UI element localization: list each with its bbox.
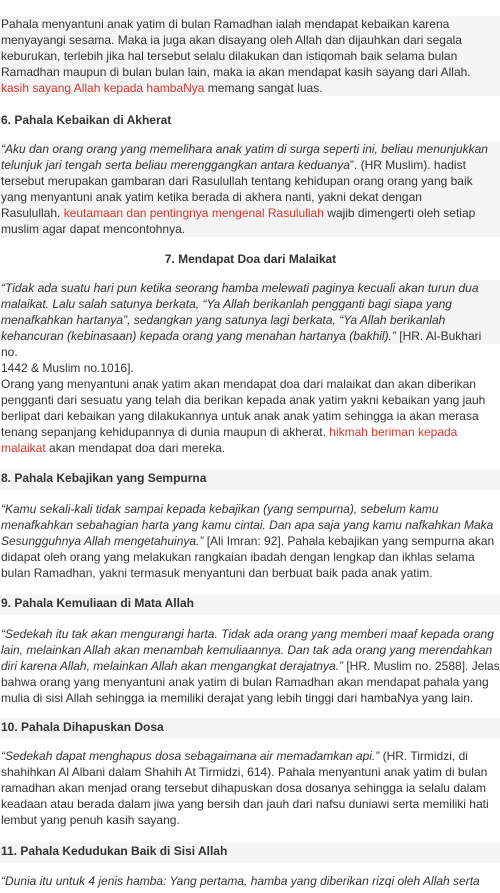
rasulullah-link[interactable]: keutamaan dan pentingnya mengenal Rasulullah [63,206,324,220]
section-8-body [0,501,500,581]
section-10-body [0,748,500,828]
intro-tail: memang sangat luas. [204,81,323,95]
section-6-body [0,141,500,237]
section-10-text: (HR. Tirmidzi, di shahihkan Al Albani dalam Shahih At Tirmidzi, 614). Pahala menyantuni anak yatim di bulan ramadhan akan menjad orang tersebut dihapuskan dosa dosanya sehingga ia selalu dalam keadaan atau berada dalam jiwa yang bersih dan jauh dari nafsu duniawi serta memiliki hati lembut yang penuh kasih sayang. [1,749,489,827]
section-10-heading: 10. Pahala Dihapuskan Dosa [0,718,500,739]
section-7-body [0,376,500,456]
section-7-ref-line: 1442 & Muslim no.1016]. [1,361,134,375]
section-6-text: ”. (HR Muslim). hadist tersebut merupakan gambaran dari Rasulullah tentang kehidupan orang orang yang baik yang menyantuni anak yatim ketika berada di akhera nanti, yakni dekat dengan [1,158,473,204]
intro-paragraph [0,16,500,96]
section-7-quote-block [0,280,500,359]
section-7-text: Orang yang menyantuni anak yatim akan mendapat doa dari malaikat dan akan diberikan pengganti dari sesuatu yang telah dia berikan kepada anak yatim yakni kebaikan yang jauh berlipat dari kebaikan yang dilakukannya untuk anak anak yatim sehingga ia akan merasa tenang sepanjang kehidupannya di dunia maupun di akherat. [1,377,486,439]
section-11-quote: “Dunia itu untuk 4 jenis hamba: Yang pertama, hamba yang diberikan rizqi oleh Allah serta [1,874,480,888]
section-7-tail: akan mendapat doa dari mereka. [45,441,226,455]
section-8-heading: 8. Pahala Kebajikan yang Sempurna [0,469,500,490]
section-7-quote: “Tidak ada suatu hari pun ketika seorang hamba melewati paginya kecuali akan turun dua malaikat. Lalu salah satunya berkata, “Ya Allah berikanlah pengganti bagi siapa yang menafkahkan hartanya”, sedangkan yang satunya lagi berkata, “Ya Allah berikanlah kehancuran (kebinasaan) kepada orang yang menahan hartanya (bakhil).” [1,281,479,343]
section-11-body [0,873,500,893]
kasih-sayang-link[interactable]: kasih sayang Allah kepada hambaNya [1,81,205,95]
section-6-text2: Rasulullah. [1,206,64,220]
section-8-quote: “Kamu sekali-kali tidak sampai kepada kebajikan (yang sempurna), sebelum kamu menafkahkan sebahagian harta yang kamu cintai. Dan apa saja yang kamu nafkahkan Maka Sesungguhnya Allah mengetahuinya.” [1,502,494,548]
section-10-quote: “Sedekah dapat menghapus dosa sebagaimana air memadamkan api.” [1,749,380,763]
malaikat-link[interactable]: hikmah beriman kepada malaikat [1,425,458,455]
section-9-body [0,626,500,706]
section-8-text: [Ali Imran: 92]. Pahala kebajikan yang sempurna akan didapat oleh orang yang melakukan rangkaian ibadah dengan lengkap dan ikhlas selama bulan Ramadhan, yakni termasuk menyantuni dan berbuat baik pada anak yatim. [1,534,495,580]
section-6-heading: 6. Pahala Kebaikan di Akherat [1,113,172,127]
section-7-ref: [HR. Al-Bukhari no. [1,329,482,359]
section-9-quote: “Sedekah itu tak akan mengurangi harta. Tidak ada orang yang memberi maaf kepada orang lain, melainkan Allah akan menambah kemuliaannya. Dan tak ada orang yang merendahkan diri karena Allah, melainkan Allah akan mengangkat derajatnya.” [1,627,494,673]
section-6-quote: “Aku dan orang orang yang memelihara anak yatim di surga seperti ini, beliau menunjukkan telunjuk jari tengah serta beliau merenggangkan antara keduanya [1,142,488,172]
section-11-heading: 11. Pahala Kedudukan Baik di Sisi Allah [0,842,500,863]
section-7-heading: 7. Mendapat Doa dari Malaikat [164,252,337,266]
intro-text: Pahala menyantuni anak yatim di bulan Ramadhan ialah mendapat kebaikan karena menyayangi sesama. Maka ia juga akan disayang oleh Allah dan dijauhkan dari segala keburukan, terlebih jika hal tersebut selalu dilakukan dan istiqomah baik selama bulan Ramadhan maupun di bulan bulan lain, maka ia akan mendapat kasih sayang dari Allah. [1,17,471,79]
section-6-tail: wajib dimengerti oleh setiap muslim agar dapat mencontohnya. [1,206,476,236]
section-9-heading: 9. Pahala Kemuliaan di Mata Allah [0,594,500,615]
section-9-text: [HR. Muslim no. 2588]. Jelas bahwa orang yang menyantuni anak yatim di bulan Ramadhan akan mendapat pahala yang mulia di sisi Allah sehingga ia memiliki derajat yang lebih tinggi dari hambaNya yang lain. [1,659,500,705]
